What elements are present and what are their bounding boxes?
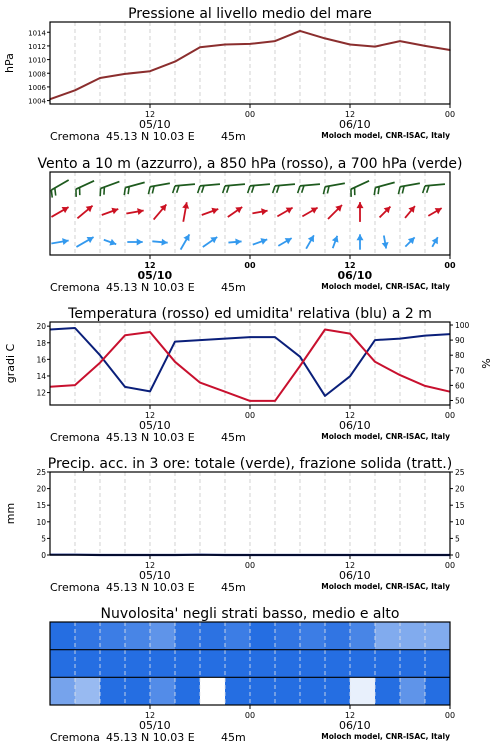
- chart-title: Temperatura (rosso) ed umidita' relativa (blu) a 2 m: [68, 306, 432, 322]
- y-tick-label: 1010: [28, 56, 46, 65]
- pressure-point: [399, 40, 401, 42]
- y-tick-label: 1008: [28, 70, 46, 79]
- wind-barb-700: [423, 184, 445, 193]
- cloud-cell-basso: [125, 677, 151, 705]
- x-tick-label: 12: [344, 261, 356, 270]
- footer-elevation: 45m: [221, 731, 246, 744]
- chart-title: Precip. acc. in 3 ore: totale (verde), frazione solida (tratt.): [47, 456, 453, 472]
- footer-elevation: 45m: [221, 130, 246, 143]
- wind-barb-700: [51, 180, 68, 198]
- cloud-cell-alto: [325, 622, 351, 650]
- wind-arrow-850: [51, 207, 68, 217]
- cloud-cell-alto: [375, 622, 401, 650]
- wind-barb: [55, 188, 56, 196]
- wind-barb-700: [223, 184, 245, 193]
- pressure-point: [274, 40, 276, 42]
- x-tick-label: 00: [244, 561, 256, 570]
- wind-arrow-10m: [203, 237, 217, 247]
- x-tick-label: 00: [244, 110, 256, 119]
- wind-shaft: [225, 184, 245, 186]
- wind-arrow-850: [126, 208, 143, 215]
- wind-arrow-10m: [181, 234, 190, 249]
- y-tick-label: 16: [36, 355, 46, 365]
- footer-location: Cremona: [50, 731, 100, 744]
- y-tick-label: 5: [455, 534, 460, 544]
- footer-model: Moloch model, CNR-ISAC, Italy: [321, 582, 450, 591]
- wind-arrow-10m: [432, 237, 438, 247]
- wind-shaft: [101, 182, 120, 189]
- footer-coords: 45.13 N 10.03 E: [106, 431, 195, 444]
- x-tick-label: 12: [344, 110, 356, 119]
- wind-arrow-10m: [51, 238, 68, 245]
- cloud-cell-basso: [375, 677, 401, 705]
- y-tick-label: 14: [36, 371, 46, 381]
- footer-model: Moloch model, CNR-ISAC, Italy: [321, 432, 450, 441]
- wind-barb: [273, 186, 275, 193]
- chart-title: Vento a 10 m (azzurro), a 850 hPa (rosso), a 700 hPa (verde): [37, 156, 463, 172]
- y-tick-label: 12: [36, 388, 46, 398]
- pressure-point: [74, 90, 76, 92]
- footer-location: Cremona: [50, 431, 100, 444]
- y-tick-label: 20: [455, 484, 465, 494]
- wind-barb-700: [248, 184, 270, 193]
- wind-arrow-850: [428, 208, 441, 216]
- cloud-cell-basso: [100, 677, 126, 705]
- wind-barb: [202, 186, 204, 193]
- cloud-cell-medio: [150, 650, 176, 678]
- x-tick-label: 12: [144, 110, 156, 119]
- cloud-cell-medio: [175, 650, 201, 678]
- cloud-cell-alto: [250, 622, 276, 650]
- cloud-cell-alto: [75, 622, 101, 650]
- cloud-cell-medio: [125, 650, 151, 678]
- wind-barb: [173, 186, 175, 193]
- date-label: 05/10: [137, 269, 173, 282]
- wind-barb-700: [374, 182, 394, 195]
- wind-arrowhead: [357, 202, 364, 208]
- cloud-cell-medio: [100, 650, 126, 678]
- wind-barb: [374, 188, 375, 196]
- y-tick-label: 5: [41, 534, 46, 544]
- cloud-cell-medio: [50, 650, 76, 678]
- cloud-cell-medio: [300, 650, 326, 678]
- cloud-cell-alto: [300, 622, 326, 650]
- wind-arrow-10m: [127, 239, 142, 246]
- wind-arrow-850: [328, 205, 342, 219]
- x-tick-label: 00: [244, 711, 256, 720]
- wind-arrowhead: [137, 239, 143, 246]
- wind-barb: [248, 186, 250, 193]
- wind-barb: [277, 186, 279, 193]
- y-tick-label: 80: [455, 351, 465, 361]
- chart-title: Nuvolosita' negli strati basso, medio e alto: [100, 606, 400, 622]
- y-tick-label: 100: [455, 321, 470, 331]
- cloud-cell-alto: [100, 622, 126, 650]
- y-tick-label: 20: [36, 484, 46, 494]
- wind-barb: [124, 188, 125, 196]
- y-tick-label: 25: [455, 468, 465, 477]
- wind-shaft: [425, 184, 445, 186]
- wind-arrowhead: [357, 234, 364, 240]
- y-tick-label: 20: [36, 322, 46, 332]
- cloud-cell-basso: [50, 677, 76, 705]
- cloud-cell-basso: [425, 677, 451, 705]
- pressure-point: [249, 43, 251, 45]
- wind-shaft: [325, 183, 345, 186]
- wind-arrow-850: [277, 208, 292, 217]
- cloud-cell-medio: [325, 650, 351, 678]
- pressure-point: [299, 30, 301, 32]
- cloud-cell-alto: [400, 622, 426, 650]
- pressure-point: [174, 61, 176, 63]
- wind-barb: [298, 186, 300, 193]
- x-tick-label: 00: [244, 411, 256, 420]
- cloud-cell-basso: [325, 677, 351, 705]
- wind-arrow-10m: [306, 235, 314, 248]
- wind-barb: [378, 187, 379, 195]
- panel-wind: [37, 156, 462, 294]
- x-tick-label: 12: [344, 711, 356, 720]
- wind-shaft: [375, 182, 394, 187]
- x-tick-label: 12: [144, 561, 156, 570]
- cloud-cell-basso: [150, 677, 176, 705]
- wind-barb-700: [148, 183, 169, 194]
- wind-arrow-10m: [332, 236, 339, 248]
- cloud-cell-alto: [275, 622, 301, 650]
- wind-shaft: [400, 183, 420, 186]
- y-tick-label: 70: [455, 366, 465, 376]
- x-tick-label: 00: [444, 411, 456, 420]
- pressure-point: [99, 77, 101, 79]
- wind-shaft: [250, 184, 270, 186]
- wind-barb: [227, 186, 229, 193]
- footer-coords: 45.13 N 10.03 E: [106, 281, 195, 294]
- cloud-cell-medio: [400, 650, 426, 678]
- y-tick-label: 90: [455, 336, 465, 346]
- wind-arrow-10m: [228, 239, 241, 246]
- x-tick-label: 12: [344, 561, 356, 570]
- wind-arrow-850: [405, 206, 415, 218]
- cloud-cell-basso: [250, 677, 276, 705]
- x-tick-label: 00: [444, 711, 456, 720]
- cloud-cell-alto: [200, 622, 226, 650]
- footer-location: Cremona: [50, 581, 100, 594]
- y-tick-label: 1006: [28, 83, 46, 92]
- wind-barb-700: [398, 183, 419, 194]
- y-tick-label: 50: [455, 396, 465, 406]
- pressure-point: [424, 45, 426, 47]
- cloud-cell-medio: [225, 650, 251, 678]
- panel-precip: [4, 456, 465, 594]
- footer-location: Cremona: [50, 130, 100, 143]
- cloud-cell-basso: [350, 677, 376, 705]
- x-tick-label: 00: [444, 561, 456, 570]
- wind-arrow-850: [357, 202, 364, 222]
- footer-model: Moloch model, CNR-ISAC, Italy: [321, 282, 450, 291]
- wind-arrow-10m: [76, 237, 93, 247]
- cloud-cell-alto: [350, 622, 376, 650]
- date-label: 05/10: [138, 419, 171, 432]
- wind-arrow-850: [182, 202, 189, 221]
- date-label: 06/10: [338, 419, 371, 432]
- wind-arrow-10m: [278, 238, 291, 246]
- wind-barb-700: [76, 181, 94, 197]
- wind-arrow-850: [202, 208, 219, 215]
- wind-barb-700: [100, 182, 119, 196]
- wind-arrow-850: [154, 204, 167, 219]
- wind-barb: [223, 186, 225, 193]
- x-tick-label: 12: [144, 711, 156, 720]
- date-label: 06/10: [337, 269, 373, 282]
- wind-barb: [51, 190, 52, 198]
- x-tick-label: 12: [144, 261, 156, 270]
- footer-model: Moloch model, CNR-ISAC, Italy: [321, 732, 450, 741]
- y2-axis-label: %: [480, 358, 493, 369]
- x-tick-label: 12: [144, 411, 156, 420]
- x-tick-label: 00: [244, 261, 256, 270]
- wind-arrow-10m: [357, 234, 364, 249]
- date-label: 05/10: [138, 118, 171, 131]
- wind-arrow-850: [252, 208, 267, 215]
- date-label: 06/10: [338, 719, 371, 732]
- cloud-cell-basso: [300, 677, 326, 705]
- wind-arrow-850: [380, 207, 391, 218]
- pressure-point: [324, 38, 326, 40]
- footer-location: Cremona: [50, 281, 100, 294]
- wind-barb: [427, 186, 429, 193]
- y-tick-label: 15: [36, 501, 46, 511]
- wind-arrow-10m: [405, 237, 414, 246]
- footer-coords: 45.13 N 10.03 E: [106, 130, 195, 143]
- wind-barb-700: [351, 181, 369, 197]
- pressure-point: [124, 73, 126, 75]
- footer-coords: 45.13 N 10.03 E: [106, 581, 195, 594]
- wind-barb: [177, 186, 179, 193]
- panel-temp-humidity: [4, 306, 493, 444]
- y-tick-label: 1004: [28, 97, 46, 106]
- wind-shaft: [175, 184, 195, 186]
- panel-pressure: [3, 6, 455, 143]
- y-axis-label: mm: [4, 502, 17, 525]
- panel-clouds: [50, 606, 455, 744]
- y-tick-label: 1012: [28, 42, 46, 51]
- wind-arrow-10m: [382, 236, 389, 249]
- cloud-cell-alto: [125, 622, 151, 650]
- cloud-cell-medio: [425, 650, 451, 678]
- wind-shaft: [300, 184, 320, 186]
- date-label: 05/10: [138, 569, 171, 582]
- wind-barb: [198, 186, 200, 193]
- footer-model: Moloch model, CNR-ISAC, Italy: [321, 131, 450, 140]
- y-tick-label: 0: [41, 551, 46, 560]
- wind-arrow-10m: [104, 239, 116, 246]
- wind-arrow-850: [102, 208, 119, 215]
- cloud-cell-medio: [200, 650, 226, 678]
- cloud-cell-alto: [175, 622, 201, 650]
- y-tick-label: 25: [36, 468, 46, 477]
- cloud-cell-alto: [425, 622, 451, 650]
- pressure-point: [374, 46, 376, 48]
- y-tick-label: 10: [455, 517, 465, 527]
- footer-coords: 45.13 N 10.03 E: [106, 731, 195, 744]
- cloud-cell-basso: [200, 677, 226, 705]
- wind-barb-700: [298, 184, 320, 193]
- y-axis-label: hPa: [3, 53, 16, 73]
- cloud-cell-medio: [275, 650, 301, 678]
- pressure-point: [149, 70, 151, 72]
- x-tick-label: 12: [344, 411, 356, 420]
- cloud-cell-alto: [225, 622, 251, 650]
- cloud-cell-basso: [175, 677, 201, 705]
- y-tick-label: 15: [455, 501, 465, 511]
- date-label: 06/10: [338, 569, 371, 582]
- wind-arrow-850: [302, 208, 317, 217]
- wind-shaft: [351, 181, 369, 189]
- wind-shaft: [150, 183, 170, 186]
- y-axis-label: gradi C: [4, 343, 17, 384]
- wind-arrowhead: [235, 239, 241, 246]
- wind-shaft: [275, 184, 295, 186]
- wind-barb-700: [323, 183, 344, 194]
- wind-shaft: [200, 184, 220, 186]
- y-tick-label: 18: [36, 338, 46, 348]
- y-tick-label: 60: [455, 381, 465, 391]
- wind-barb-700: [273, 184, 295, 193]
- wind-shaft: [125, 182, 144, 187]
- pressure-point: [224, 44, 226, 46]
- x-tick-label: 00: [444, 261, 456, 270]
- wind-arrow-10m: [253, 238, 267, 245]
- footer-elevation: 45m: [221, 431, 246, 444]
- wind-arrowhead: [161, 239, 167, 246]
- cloud-cell-basso: [75, 677, 101, 705]
- cloud-cell-medio: [75, 650, 101, 678]
- y-tick-label: 10: [36, 517, 46, 527]
- footer-elevation: 45m: [221, 581, 246, 594]
- wind-barb: [302, 186, 304, 193]
- y-tick-label: 0: [455, 551, 460, 560]
- cloud-cell-basso: [400, 677, 426, 705]
- wind-shaft: [51, 180, 68, 190]
- wind-arrow-850: [77, 206, 92, 219]
- cloud-cell-medio: [250, 650, 276, 678]
- chart-title: Pressione al livello medio del mare: [128, 6, 372, 22]
- wind-barb: [423, 186, 425, 193]
- cloud-cell-medio: [350, 650, 376, 678]
- cloud-cell-basso: [275, 677, 301, 705]
- wind-barb: [252, 186, 254, 193]
- wind-arrowhead: [261, 208, 268, 215]
- footer-elevation: 45m: [221, 281, 246, 294]
- wind-barb-700: [124, 182, 144, 195]
- wind-arrow-850: [228, 207, 242, 217]
- plot-frame: [50, 22, 450, 104]
- wind-shaft: [76, 181, 94, 189]
- wind-arrow-10m: [152, 239, 167, 246]
- x-tick-label: 00: [444, 110, 456, 119]
- y-tick-label: 1014: [28, 29, 46, 38]
- cloud-cell-medio: [375, 650, 401, 678]
- wind-barb: [128, 187, 129, 195]
- cloud-cell-alto: [50, 622, 76, 650]
- date-label: 06/10: [338, 118, 371, 131]
- wind-barb-700: [198, 184, 220, 193]
- date-label: 05/10: [138, 719, 171, 732]
- cloud-cell-basso: [225, 677, 251, 705]
- pressure-point: [199, 46, 201, 48]
- pressure-point: [349, 44, 351, 46]
- wind-barb-700: [173, 184, 195, 193]
- cloud-cell-alto: [150, 622, 176, 650]
